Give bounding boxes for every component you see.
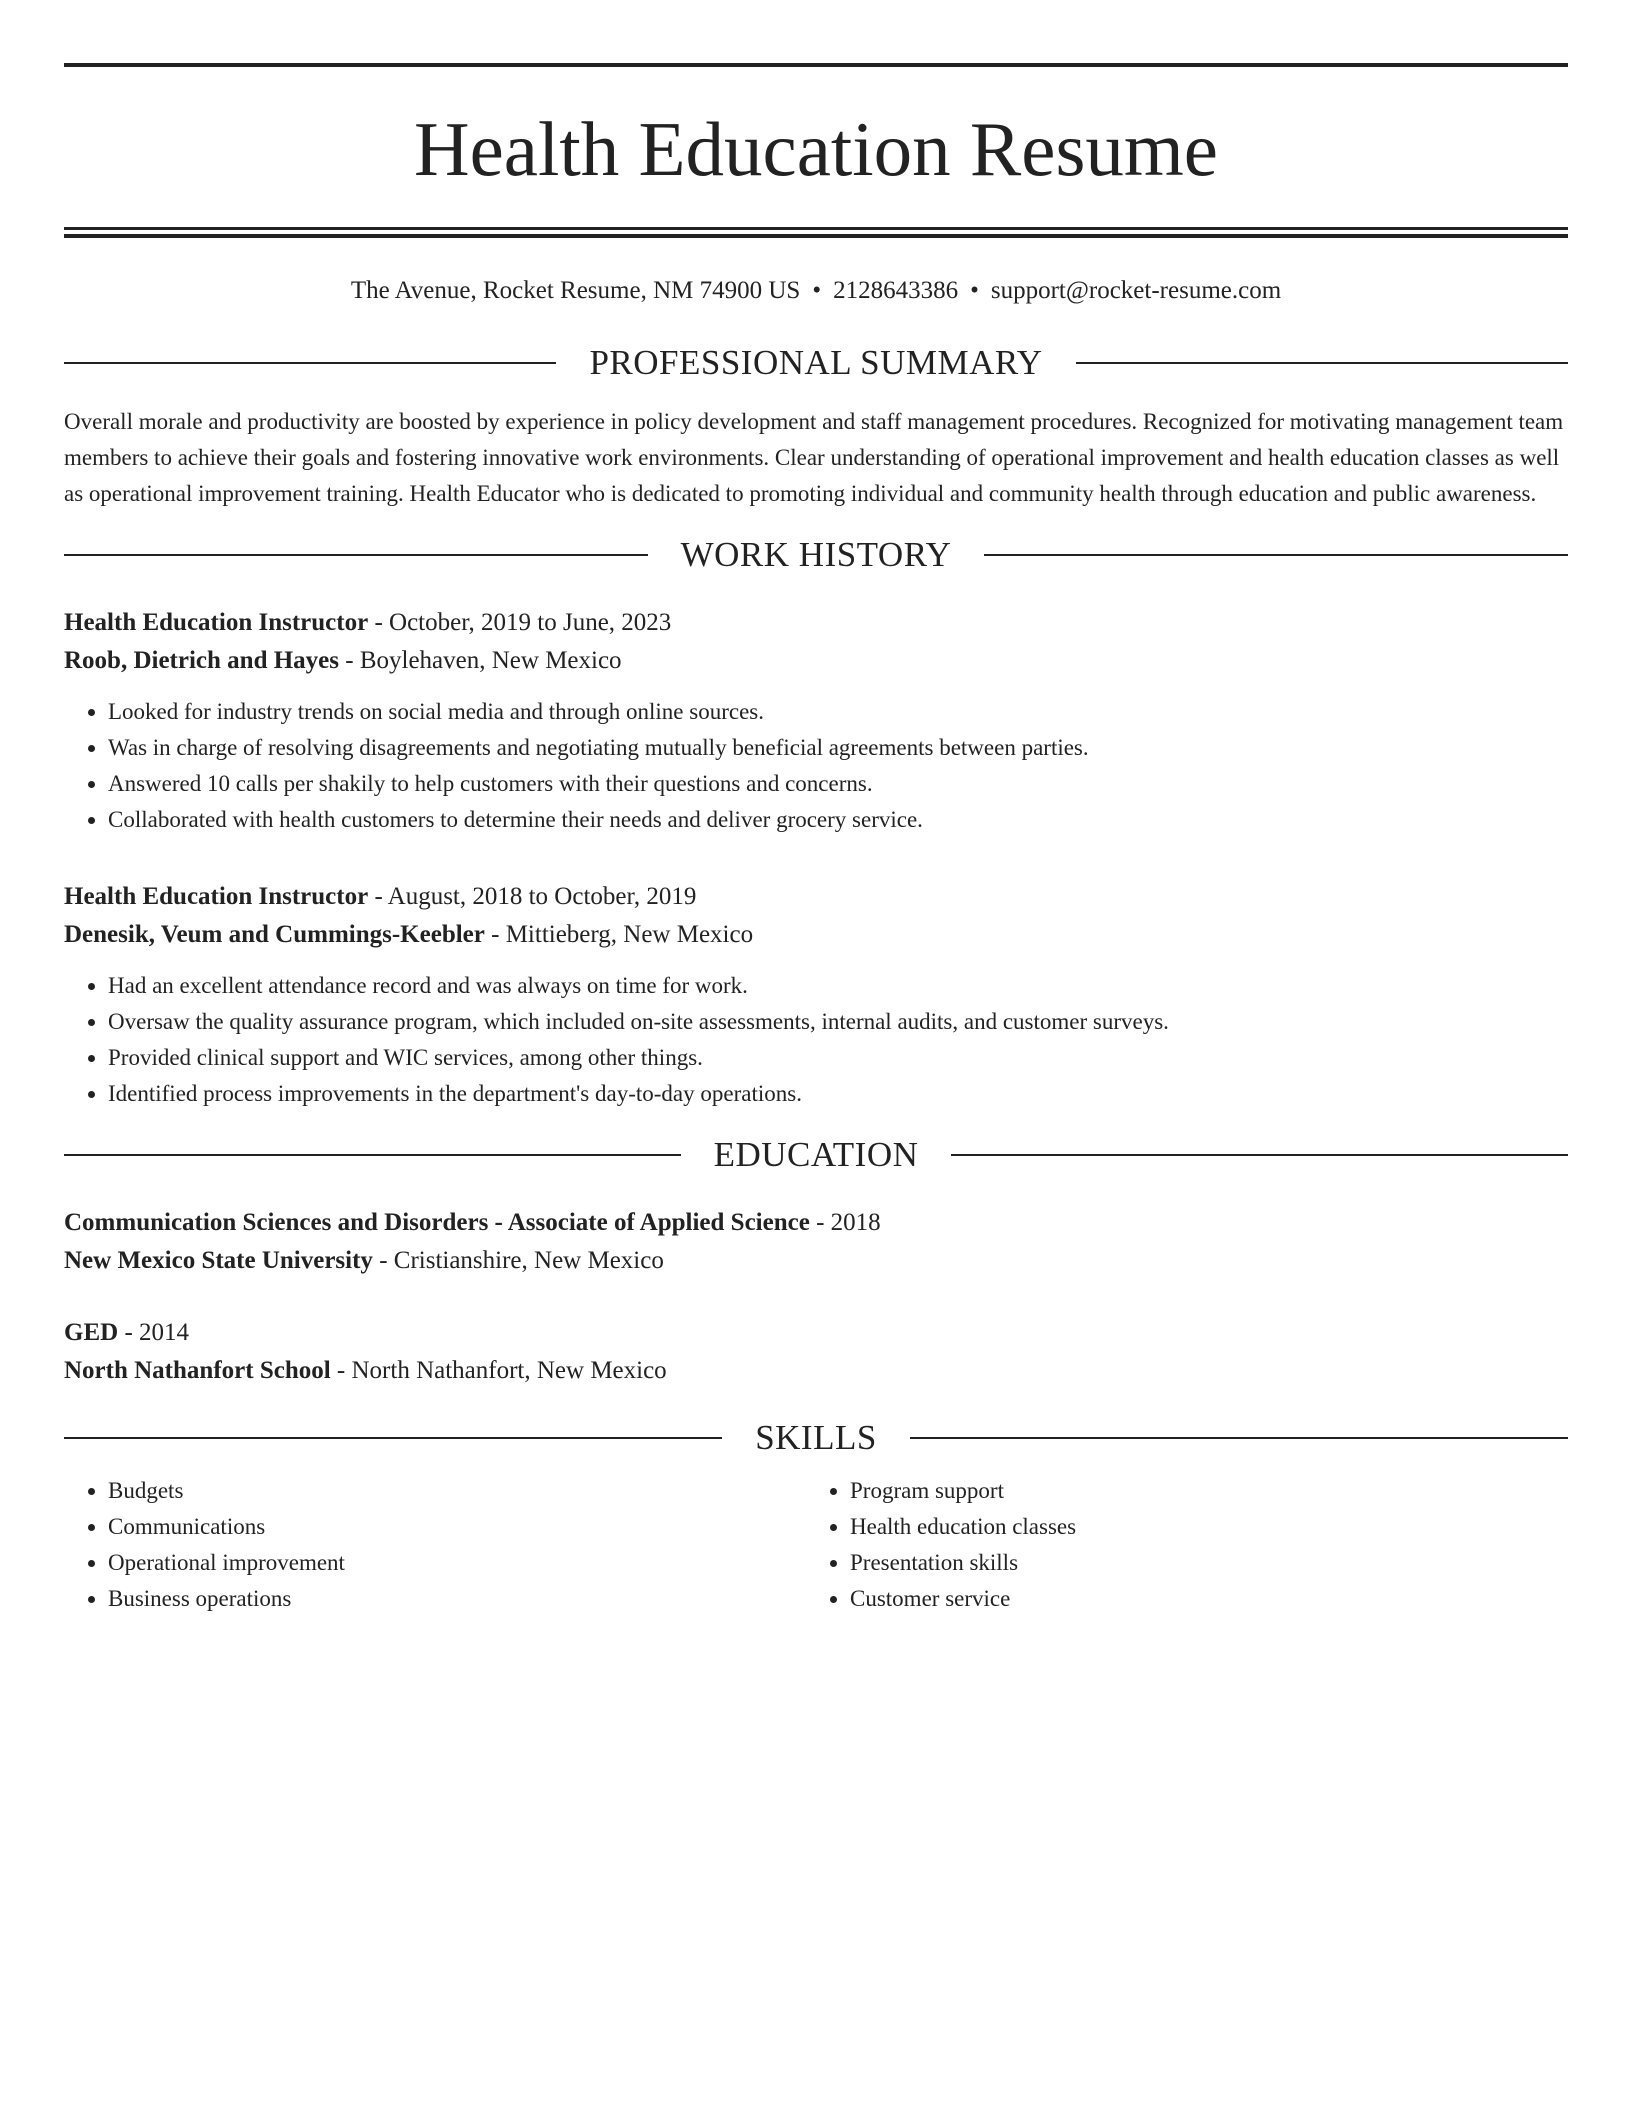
section-heading-label: PROFESSIONAL SUMMARY	[589, 343, 1043, 382]
skill-item: • Business operations	[108, 1581, 806, 1617]
job-bullets	[64, 968, 1568, 1112]
job-title: Health Education Instructor	[64, 883, 369, 910]
job-title: Health Education Instructor	[64, 609, 369, 636]
degree-year: - 2018	[809, 1209, 881, 1236]
school-location: - Cristianshire, New Mexico	[372, 1247, 664, 1274]
job-company-line	[64, 916, 1568, 954]
heading-rule-left	[64, 554, 648, 556]
skill-item: • Operational improvement	[108, 1545, 806, 1581]
school-name: North Nathanfort School	[64, 1357, 331, 1384]
section-heading-summary	[64, 342, 1568, 384]
contact-separator: •	[970, 277, 979, 304]
skills-columns	[64, 1473, 1568, 1617]
school-line	[64, 1352, 1568, 1390]
skill-item: • Budgets	[108, 1473, 806, 1509]
degree-year: - 2014	[118, 1319, 190, 1346]
heading-rule-left	[64, 1437, 722, 1439]
contact-address: The Avenue, Rocket Resume, NM 74900 US	[350, 277, 801, 304]
job-entry	[64, 604, 1568, 838]
skills-list-left	[64, 1473, 806, 1617]
top-rule	[64, 63, 1568, 67]
heading-rule-left	[64, 1154, 681, 1156]
page-title: Health Education Resume	[414, 106, 1218, 192]
list-item: • Had an excellent attendance record and was always on time for work.	[108, 968, 1568, 1004]
skills-list-right	[806, 1473, 1548, 1617]
degree-name: GED	[64, 1319, 119, 1346]
job-company: Roob, Dietrich and Hayes	[64, 647, 339, 674]
list-item: • Collaborated with health customers to determine their needs and deliver grocery service.	[108, 802, 1568, 838]
list-item: • Oversaw the quality assurance program, which included on-site assessments, internal audits, and customer surveys.	[108, 1004, 1568, 1040]
summary-text: Overall morale and productivity are boosted by experience in policy development and staff management procedures. Recognized for motivating management team members to achieve their goals and fostering innovative work environments. Clear understanding of operational improvement and health education classes as well as operational improvement training. Health Educator who is dedicated to promoting individual and community health through education and public awareness.	[64, 409, 1564, 506]
job-bullets	[64, 694, 1568, 838]
list-item: • Looked for industry trends on social media and through online sources.	[108, 694, 1568, 730]
section-heading-skills	[64, 1417, 1568, 1459]
list-item: • Identified process improvements in the department's day-to-day operations.	[108, 1076, 1568, 1112]
skill-item: • Customer service	[850, 1581, 1548, 1617]
contact-email: support@rocket-resume.com	[990, 277, 1282, 304]
education-entry	[64, 1204, 1568, 1280]
job-company-line	[64, 642, 1568, 680]
job-title-line	[64, 878, 1568, 916]
skill-item: • Program support	[850, 1473, 1548, 1509]
list-item: • Was in charge of resolving disagreements and negotiating mutually beneficial agreements between parties.	[108, 730, 1568, 766]
heading-rule-right	[984, 554, 1568, 556]
skill-item: • Health education classes	[850, 1509, 1548, 1545]
skill-item: • Communications	[108, 1509, 806, 1545]
education-entry	[64, 1314, 1568, 1390]
job-dates: - October, 2019 to June, 2023	[368, 609, 672, 636]
section-heading-education	[64, 1134, 1568, 1176]
title-double-rule	[64, 227, 1568, 238]
job-entry	[64, 878, 1568, 1112]
section-heading-label: EDUCATION	[713, 1135, 919, 1174]
heading-rule-right	[1076, 362, 1568, 364]
contact-line	[64, 276, 1568, 306]
job-location: - Mittieberg, New Mexico	[484, 921, 754, 948]
job-title-line	[64, 604, 1568, 642]
degree-name: Communication Sciences and Disorders - Associate of Applied Science	[64, 1209, 810, 1236]
skill-item: • Presentation skills	[850, 1545, 1548, 1581]
degree-line	[64, 1314, 1568, 1352]
list-item: • Answered 10 calls per shakily to help customers with their questions and concerns.	[108, 766, 1568, 802]
section-heading-label: SKILLS	[755, 1418, 877, 1457]
contact-phone: 2128643386	[833, 277, 959, 304]
job-dates: - August, 2018 to October, 2019	[368, 883, 697, 910]
school-name: New Mexico State University	[64, 1247, 373, 1274]
school-location: - North Nathanfort, New Mexico	[330, 1357, 667, 1384]
heading-rule-right	[910, 1437, 1568, 1439]
list-item: • Provided clinical support and WIC services, among other things.	[108, 1040, 1568, 1076]
contact-separator: •	[812, 277, 822, 304]
job-location: - Boylehaven, New Mexico	[339, 647, 622, 674]
degree-line	[64, 1204, 1568, 1242]
heading-rule-right	[951, 1154, 1568, 1156]
job-company: Denesik, Veum and Cummings-Keebler	[64, 921, 485, 948]
section-heading-label: WORK HISTORY	[680, 535, 952, 574]
heading-rule-left	[64, 362, 556, 364]
school-line	[64, 1242, 1568, 1280]
section-heading-work-history	[64, 534, 1568, 576]
